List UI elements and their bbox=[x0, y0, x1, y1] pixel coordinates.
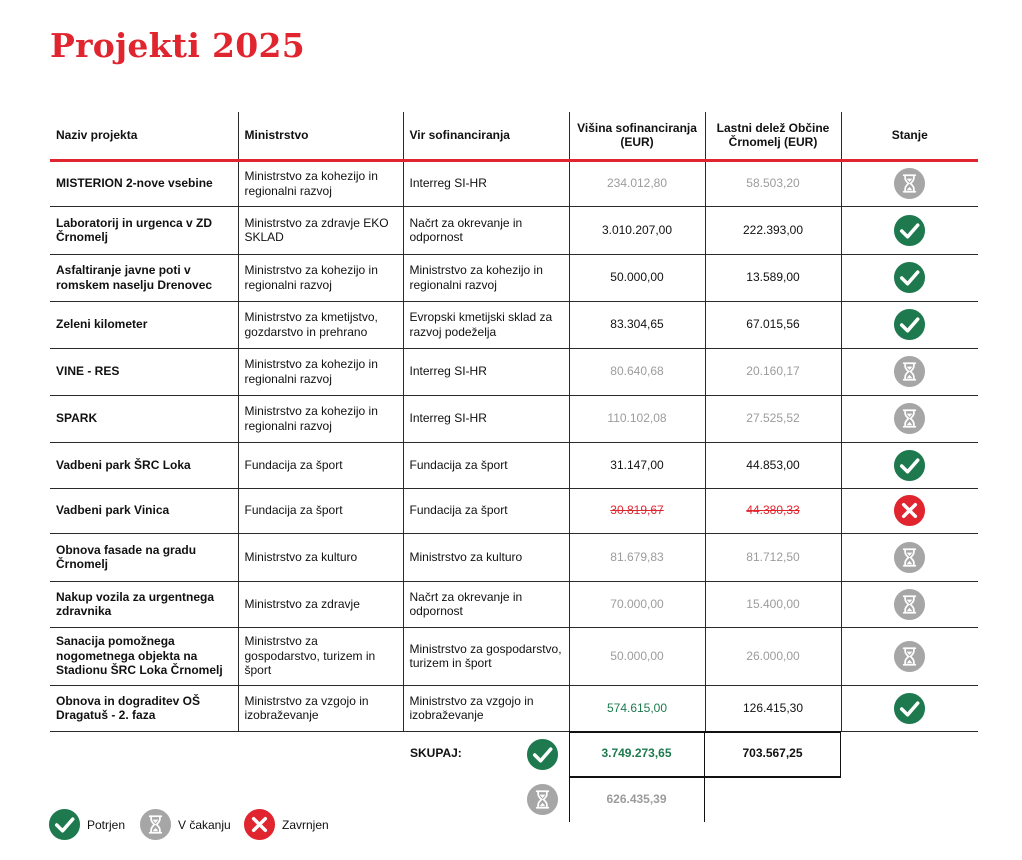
cell-own-share: 58.503,20 bbox=[705, 160, 841, 206]
cell-project-name: Obnova in dograditev OŠ Dragatuš - 2. faza bbox=[50, 685, 238, 731]
cell-own-share: 44.853,00 bbox=[705, 442, 841, 488]
cell-project-name: MISTERION 2-nove vsebine bbox=[50, 160, 238, 206]
cell-project-name: Laboratorij in urgenca v ZD Črnomelj bbox=[50, 206, 238, 254]
col-header-amount: Višina sofinanciranja (EUR) bbox=[569, 112, 705, 160]
cell-ministry: Ministrstvo za zdravje bbox=[238, 581, 403, 627]
cell-ministry: Ministrstvo za gospodarstvo, turizem in šport bbox=[238, 627, 403, 685]
check-icon bbox=[893, 261, 926, 294]
check-icon bbox=[893, 692, 926, 725]
hourglass-icon bbox=[893, 355, 926, 388]
table-row bbox=[50, 627, 978, 685]
cell-project-name: Asfaltiranje javne poti v romskem naselju Drenovec bbox=[50, 254, 238, 301]
projects-table bbox=[50, 112, 978, 732]
check-icon bbox=[893, 308, 926, 341]
cross-icon bbox=[893, 494, 926, 527]
cell-ministry: Ministrstvo za vzgojo in izobraževanje bbox=[238, 685, 403, 731]
cell-ministry: Ministrstvo za kmetijstvo, gozdarstvo in prehrano bbox=[238, 301, 403, 348]
cell-ministry: Ministrstvo za zdravje EKO SKLAD bbox=[238, 206, 403, 254]
cell-amount: 80.640,68 bbox=[569, 348, 705, 395]
table-row bbox=[50, 442, 978, 488]
cell-source: Ministrstvo za gospodarstvo, turizem in šport bbox=[403, 627, 569, 685]
hourglass-icon bbox=[526, 783, 559, 816]
cell-status bbox=[841, 395, 978, 442]
summary-bottom-line bbox=[569, 776, 841, 778]
cell-project-name: Nakup vozila za urgentnega zdravnika bbox=[50, 581, 238, 627]
cell-project-name: Vadbeni park ŠRC Loka bbox=[50, 442, 238, 488]
cell-ministry: Fundacija za šport bbox=[238, 488, 403, 533]
cell-status bbox=[841, 488, 978, 533]
cell-amount: 83.304,65 bbox=[569, 301, 705, 348]
check-icon bbox=[526, 738, 559, 771]
legend-confirmed bbox=[48, 808, 125, 841]
col-header-ministry: Ministrstvo bbox=[238, 112, 403, 160]
cell-status bbox=[841, 685, 978, 731]
table-header-row bbox=[50, 112, 978, 160]
cell-own-share: 13.589,00 bbox=[705, 254, 841, 301]
table-row bbox=[50, 533, 978, 581]
legend-pending bbox=[139, 808, 231, 841]
cell-project-name: SPARK bbox=[50, 395, 238, 442]
cell-source: Ministrstvo za kulturo bbox=[403, 533, 569, 581]
cell-source: Načrt za okrevanje in odpornost bbox=[403, 206, 569, 254]
cell-amount: 50.000,00 bbox=[569, 627, 705, 685]
cell-status bbox=[841, 301, 978, 348]
cell-project-name: Zeleni kilometer bbox=[50, 301, 238, 348]
hourglass-icon bbox=[893, 167, 926, 200]
cell-source: Fundacija za šport bbox=[403, 488, 569, 533]
cell-source: Interreg SI-HR bbox=[403, 395, 569, 442]
cell-amount: 70.000,00 bbox=[569, 581, 705, 627]
legend-label: Potrjen bbox=[87, 817, 126, 832]
summary-pending-total: 626.435,39 bbox=[606, 792, 667, 806]
summary-divider-right bbox=[840, 732, 841, 778]
check-icon bbox=[893, 449, 926, 482]
cell-amount: 3.010.207,00 bbox=[569, 206, 705, 254]
summary-top-line bbox=[569, 731, 841, 733]
cell-ministry: Ministrstvo za kohezijo in regionalni razvoj bbox=[238, 395, 403, 442]
cell-ministry: Ministrstvo za kohezijo in regionalni razvoj bbox=[238, 348, 403, 395]
hourglass-icon bbox=[893, 640, 926, 673]
cell-status bbox=[841, 348, 978, 395]
hourglass-icon bbox=[893, 541, 926, 574]
cell-own-share: 15.400,00 bbox=[705, 581, 841, 627]
table-row bbox=[50, 395, 978, 442]
hourglass-icon bbox=[893, 402, 926, 435]
cell-ministry: Ministrstvo za kulturo bbox=[238, 533, 403, 581]
cell-source: Fundacija za šport bbox=[403, 442, 569, 488]
cell-status bbox=[841, 442, 978, 488]
cell-status bbox=[841, 206, 978, 254]
table-row bbox=[50, 301, 978, 348]
legend-rejected bbox=[243, 808, 329, 841]
cell-ministry: Ministrstvo za kohezijo in regionalni razvoj bbox=[238, 160, 403, 206]
cell-amount: 50.000,00 bbox=[569, 254, 705, 301]
check-icon bbox=[893, 214, 926, 247]
table-row bbox=[50, 160, 978, 206]
legend-label: V čakanju bbox=[178, 817, 231, 832]
cell-source: Interreg SI-HR bbox=[403, 348, 569, 395]
hourglass-icon bbox=[893, 588, 926, 621]
cell-project-name: Sanacija pomožnega nogometnega objekta na Stadionu ŠRC Loka Črnomelj bbox=[50, 627, 238, 685]
cell-source: Evropski kmetijski sklad za razvoj podeželja bbox=[403, 301, 569, 348]
cell-amount: 81.679,83 bbox=[569, 533, 705, 581]
table-row bbox=[50, 488, 978, 533]
cell-own-share: 20.160,17 bbox=[705, 348, 841, 395]
table-row bbox=[50, 348, 978, 395]
summary-label: SKUPAJ: bbox=[410, 746, 462, 760]
page-title: Projekti 2025 bbox=[50, 26, 306, 65]
table-row bbox=[50, 206, 978, 254]
table-row bbox=[50, 581, 978, 627]
cell-status bbox=[841, 160, 978, 206]
cell-status bbox=[841, 254, 978, 301]
cell-status bbox=[841, 533, 978, 581]
col-header-name: Naziv projekta bbox=[50, 112, 238, 160]
cell-amount: 234.012,80 bbox=[569, 160, 705, 206]
cell-own-share: 67.015,56 bbox=[705, 301, 841, 348]
col-header-own-share: Lastni delež Občine Črnomelj (EUR) bbox=[705, 112, 841, 160]
cell-project-name: Vadbeni park Vinica bbox=[50, 488, 238, 533]
cell-amount: 31.147,00 bbox=[569, 442, 705, 488]
cell-own-share: 44.380,33 bbox=[705, 488, 841, 533]
cell-own-share: 26.000,00 bbox=[705, 627, 841, 685]
cross-icon bbox=[243, 808, 276, 841]
cell-amount: 30.819,67 bbox=[569, 488, 705, 533]
legend-label: Zavrnjen bbox=[282, 817, 329, 832]
cell-amount: 110.102,08 bbox=[569, 395, 705, 442]
cell-project-name: VINE - RES bbox=[50, 348, 238, 395]
cell-status bbox=[841, 581, 978, 627]
cell-source: Načrt za okrevanje in odpornost bbox=[403, 581, 569, 627]
col-header-source: Vir sofinanciranja bbox=[403, 112, 569, 160]
cell-source: Ministrstvo za kohezijo in regionalni razvoj bbox=[403, 254, 569, 301]
cell-own-share: 27.525,52 bbox=[705, 395, 841, 442]
col-header-status: Stanje bbox=[891, 128, 928, 143]
cell-ministry: Fundacija za šport bbox=[238, 442, 403, 488]
table-row bbox=[50, 254, 978, 301]
table-row bbox=[50, 685, 978, 731]
cell-own-share: 222.393,00 bbox=[705, 206, 841, 254]
cell-own-share: 81.712,50 bbox=[705, 533, 841, 581]
cell-source: Ministrstvo za vzgojo in izobraževanje bbox=[403, 685, 569, 731]
check-icon bbox=[48, 808, 81, 841]
cell-status bbox=[841, 627, 978, 685]
cell-source: Interreg SI-HR bbox=[403, 160, 569, 206]
summary-own-total: 703.567,25 bbox=[742, 746, 803, 760]
cell-project-name: Obnova fasade na gradu Črnomelj bbox=[50, 533, 238, 581]
hourglass-icon bbox=[139, 808, 172, 841]
cell-own-share: 126.415,30 bbox=[705, 685, 841, 731]
cell-amount: 574.615,00 bbox=[569, 685, 705, 731]
cell-ministry: Ministrstvo za kohezijo in regionalni razvoj bbox=[238, 254, 403, 301]
summary-confirmed-total: 3.749.273,65 bbox=[601, 746, 672, 760]
